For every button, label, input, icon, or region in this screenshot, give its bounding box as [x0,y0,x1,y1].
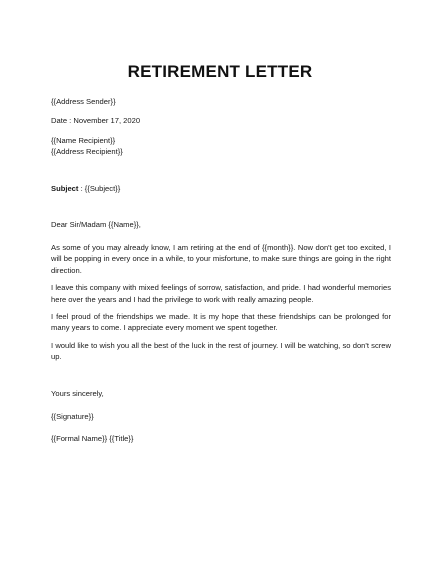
paragraph: I would like to wish you all the best of the luck in the rest of journey. I will be watching, so don't screw up. [51,340,391,362]
paragraph: I feel proud of the friendships we made. It is my hope that these friendships can be prolonged for many years to come. I appreciate every moment we spent together. [51,311,391,333]
paragraph: As some of you may already know, I am retiring at the end of {{month}}. Now don't get too excited, I will be popping in every once in a while, to your misfortune, to make sure things are going in the right direction. [51,242,391,275]
document-title: RETIREMENT LETTER [127,62,313,81]
closing: Yours sincerely, [51,388,104,398]
signature-placeholder: {{Signature}} [51,411,94,421]
formal-name: {{Formal Name}} {{Title}} [51,434,134,444]
paragraph: I leave this company with mixed feelings of sorrow, satisfaction, and pride. I had wonderful memories here over the years and I had the privilege to work with really amazing people. [51,283,391,304]
letter-date: Date : November 17, 2020 [51,116,141,126]
subject-value: : {{Subject}} [80,183,121,193]
address-recipient: {{Address Recipient}} [51,147,123,157]
subject-label: Subject [51,183,79,193]
letter-body [51,96,391,445]
address-sender: {{Address Sender}} [51,97,116,106]
subject-line [51,183,391,194]
name-recipient: {{Name Recipient}} [51,135,116,145]
salutation: Dear Sir/Madam {{Name}}, [51,220,141,230]
